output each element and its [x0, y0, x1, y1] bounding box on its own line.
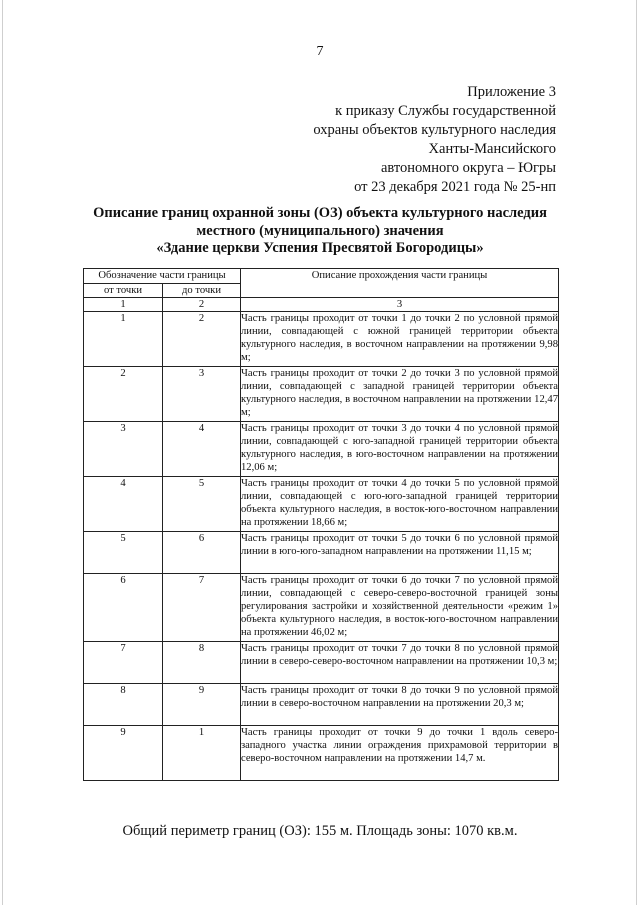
boundary-description: Часть границы проходит от точки 4 до точки 5 по условной прямой линии, совпадающей с юго-юго-западной границей территории объекта культурного наследия, в восток-юго-восточном направлении на протяжении 18,66 м; [241, 477, 559, 532]
appendix-line: от 23 декабря 2021 года № 25-нп [354, 179, 556, 195]
from-point: 6 [84, 574, 163, 642]
title-line: Описание границ охранной зоны (ОЗ) объекта культурного наследия [93, 205, 547, 221]
column-number: 3 [241, 298, 559, 312]
boundary-description: Часть границы проходит от точки 8 до точки 9 по условной прямой линии в северо-восточном направлении на протяжении 20,3 м; [241, 684, 559, 726]
document-title [60, 205, 580, 258]
column-number: 1 [84, 298, 163, 312]
page-number: 7 [316, 44, 324, 59]
boundary-table [83, 268, 559, 781]
appendix-header [313, 83, 556, 197]
from-point: 1 [84, 312, 163, 367]
table-row [84, 684, 559, 726]
to-point: 2 [163, 312, 241, 367]
to-point: 3 [163, 367, 241, 422]
table-row [84, 574, 559, 642]
to-point: 4 [163, 422, 241, 477]
to-point: 1 [163, 726, 241, 781]
appendix-line: Приложение 3 [467, 84, 556, 100]
table-row [84, 367, 559, 422]
header-description: Описание прохождения части границы [241, 269, 559, 298]
from-point: 5 [84, 532, 163, 574]
scan-edge-right [636, 0, 637, 905]
title-line: местного (муниципального) значения [196, 222, 444, 239]
appendix-line: охраны объектов культурного наследия [313, 122, 556, 138]
from-point: 7 [84, 642, 163, 684]
table-row [84, 477, 559, 532]
from-point: 3 [84, 422, 163, 477]
appendix-line: Ханты-Мансийского [428, 141, 556, 157]
boundary-description: Часть границы проходит от точки 5 до точки 6 по условной прямой линии в юго-юго-западном направлении на протяжении 11,15 м; [241, 532, 559, 574]
table-row [84, 642, 559, 684]
appendix-line: к приказу Службы государственной [335, 103, 556, 119]
boundary-description: Часть границы проходит от точки 9 до точки 1 вдоль северо-западного участка линии ограждения прихрамовой территории в северо-восточном направлении на протяжении 14,7 м. [241, 726, 559, 781]
scan-edge-left [2, 0, 3, 905]
header-to-point: до точки [163, 284, 241, 298]
boundary-description: Часть границы проходит от точки 2 до точки 3 по условной прямой линии, совпадающей с западной границей территории объекта культурного наследия, в восточном направлении на протяжении 12,47 м; [241, 367, 559, 422]
table-row [84, 532, 559, 574]
from-point: 2 [84, 367, 163, 422]
column-number: 2 [163, 298, 241, 312]
to-point: 5 [163, 477, 241, 532]
to-point: 6 [163, 532, 241, 574]
boundary-description: Часть границы проходит от точки 6 до точки 7 по условной прямой линии, совпадающей с северо-северо-восточной границей зоны регулирования застройки и хозяйственной деятельности «режим 1» объекта культурного наследия, в восток-юго-восточном направлении на протяжении 46,02 м; [241, 574, 559, 642]
boundary-description: Часть границы проходит от точки 1 до точки 2 по условной прямой линии, совпадающей с южной границей территории объекта культурного наследия, в восточном направлении на протяжении 9,98 м; [241, 312, 559, 367]
from-point: 8 [84, 684, 163, 726]
to-point: 7 [163, 574, 241, 642]
table-row [84, 422, 559, 477]
boundary-description: Часть границы проходит от точки 7 до точки 8 по условной прямой линии в северо-северо-восточном направлении на протяжении 10,3 м; [241, 642, 559, 684]
title-line: «Здание церкви Успения Пресвятой Богородицы» [156, 240, 484, 256]
header-from-point: от точки [84, 284, 163, 298]
table-row [84, 312, 559, 367]
appendix-line: автономного округа – Югры [380, 160, 556, 176]
from-point: 4 [84, 477, 163, 532]
table-row [84, 726, 559, 781]
header-boundary-designation: Обозначение части границы [84, 269, 241, 284]
to-point: 8 [163, 642, 241, 684]
to-point: 9 [163, 684, 241, 726]
from-point: 9 [84, 726, 163, 781]
boundary-description: Часть границы проходит от точки 3 до точки 4 по условной прямой линии, совпадающей с юго-западной границей территории объекта культурного наследия, в юго-восточном направлении на протяжении 12,06 м; [241, 422, 559, 477]
perimeter-area-summary: Общий периметр границ (ОЗ): 155 м. Площадь зоны: 1070 кв.м. [122, 823, 518, 839]
